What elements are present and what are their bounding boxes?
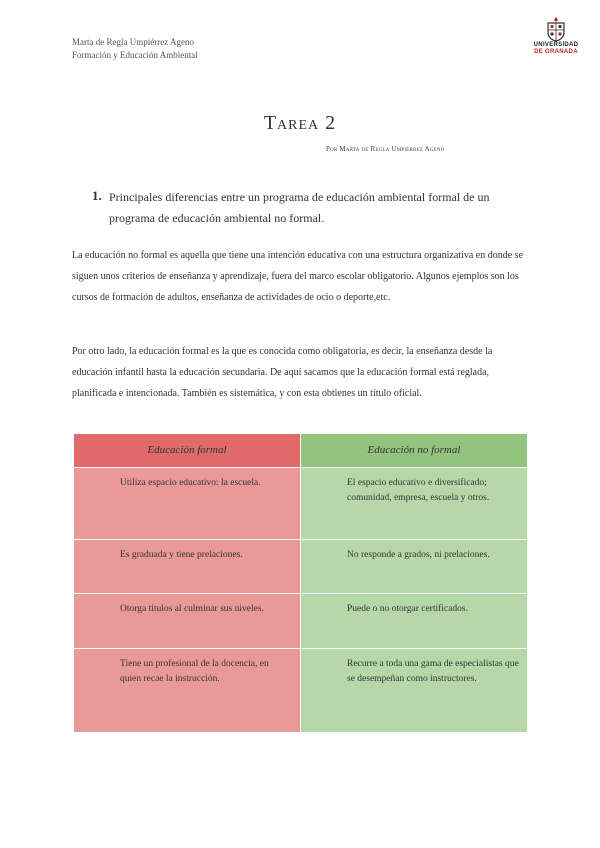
- table-row: [74, 540, 528, 594]
- cell-formal: Utiliza espacio educativo: la escuela.: [74, 468, 301, 540]
- paragraph-formal: Por otro lado, la educación formal es la que es conocida como obligatoria, es decir, la enseñanza desde la educación infantil hasta la educación secundaria. De aquí sacamos que la educación formal está reglada, planificada e intencionada. También es sistemática, y con esta obtienes un título oficial.: [72, 346, 493, 399]
- university-logo: [529, 16, 583, 56]
- header-subject: Formación y Educación Ambiental: [72, 50, 198, 60]
- document-title: Tarea 2: [263, 112, 337, 134]
- header-formal: Educación formal: [74, 434, 301, 468]
- cell-no-formal: Recurre a toda una gama de especialistas que se desempeñan como instructores.: [301, 649, 528, 733]
- header-author: Marta de Regla Umpiérrez Ageno: [72, 37, 194, 47]
- cell-no-formal: No responde a grados, ni prelaciones.: [301, 540, 528, 594]
- table-header-row: [74, 434, 528, 468]
- table-row: [74, 468, 528, 540]
- cell-formal: Es graduada y tiene prelaciones.: [74, 540, 301, 594]
- logo-line-2: DE GRANADA: [534, 49, 578, 55]
- comparison-table: [73, 433, 528, 733]
- question-number: 1.: [92, 188, 102, 203]
- page-header: [72, 36, 198, 62]
- paragraph-no-formal: La educación no formal es aquella que tiene una intención educativa con una estructura organizativa en donde se siguen unos criterios de enseñanza y aprendizaje, fuera del marco escolar obligatorio. Algunos ejemplos son los cursos de formación de adultos, enseñanza de actividades de ocio o deporte,etc.: [72, 250, 524, 303]
- logo-line-1: UNIVERSIDAD: [533, 42, 579, 48]
- cell-no-formal: El espacio educativo e diversificado; comunidad, empresa, escuela y otros.: [301, 468, 528, 540]
- cell-no-formal: Puede o no otorgar certificados.: [301, 594, 528, 649]
- table-row: [74, 594, 528, 649]
- cell-formal: Tiene un profesional de la docencia, en quien recae la instrucción.: [74, 649, 301, 733]
- cell-formal: Otorga títulos al culminar sus niveles.: [74, 594, 301, 649]
- university-crest-icon: [545, 16, 567, 42]
- question-text: Principales diferencias entre un programa de educación ambiental formal de un programa de educación ambiental no formal.: [109, 190, 490, 225]
- document-byline: Por Marta de Regla Umpiérrez Ageno: [326, 145, 445, 153]
- header-no-formal: Educación no formal: [301, 434, 528, 468]
- table-row: [74, 649, 528, 733]
